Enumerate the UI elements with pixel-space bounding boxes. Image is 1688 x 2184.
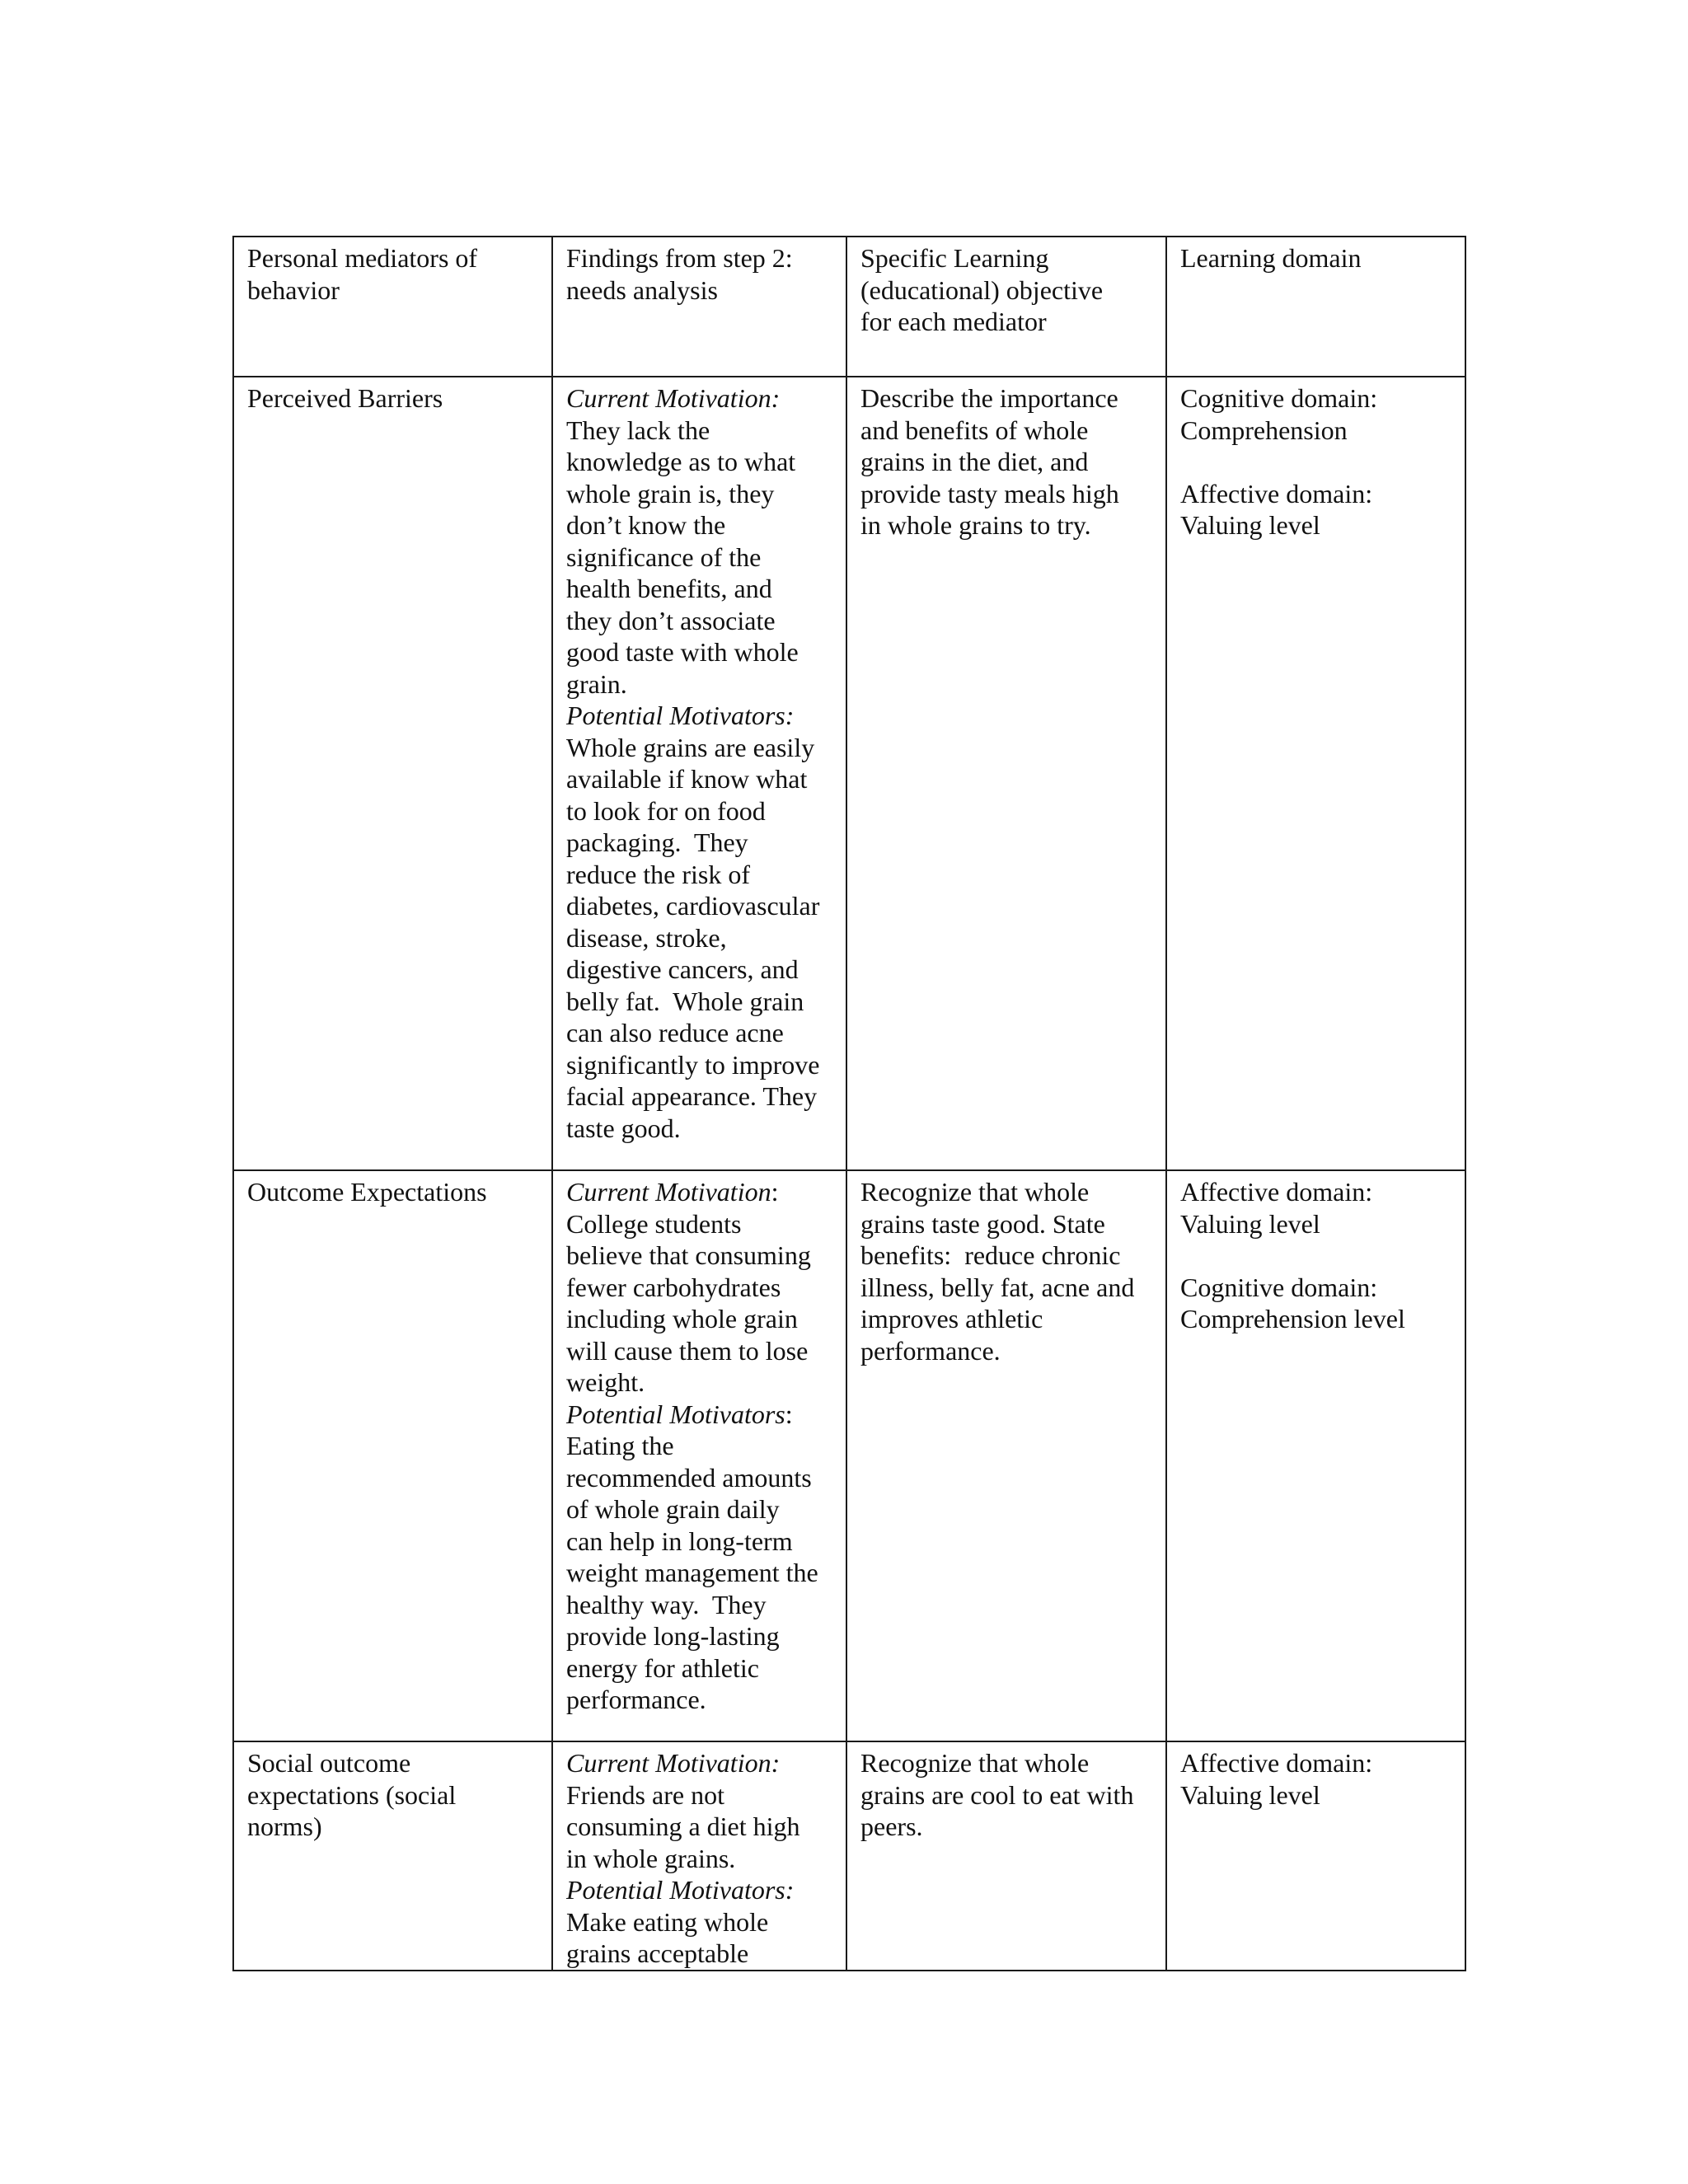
mediators-table [232, 236, 1466, 1971]
cell-domain: Affective domain: Valuing level Cognitive domain: Comprehension level [1166, 1170, 1465, 1741]
potential-motivators-label: Potential Motivators [566, 1399, 785, 1429]
current-motivation-label: Current Motivation [566, 1177, 771, 1207]
potential-motivators-label: Potential Motivators: [566, 701, 795, 730]
cell-findings: Current Motivation: College students believe that consuming fewer carbohydrates including whole grain will cause them to lose weight. Potential Motivators: Eating the recommended amounts of whole grain daily can help in long-term weight management the healthy way. They provide long-lasting energy for athletic performance. [552, 1170, 846, 1741]
header-domain: Learning domain [1166, 237, 1465, 377]
header-row [233, 237, 1465, 377]
cell-findings: Current Motivation: They lack the knowledge as to what whole grain is, they don’t know the significance of the health benefits, and they don’t associate good taste with whole grain. Potential Motivators: Whole grains are easily available if know what to look for on food packaging. They reduce the risk of diabetes, cardiovascular disease, stroke, digestive cancers, and belly fat. Whole grain can also reduce acne significantly to improve facial appearance. They taste good. [552, 377, 846, 1170]
current-motivation-label: Current Motivation: [566, 1748, 781, 1778]
cell-objective: Recognize that whole grains are cool to eat with peers. [846, 1741, 1166, 1971]
cell-mediator: Social outcome expectations (social norms) [233, 1741, 552, 1971]
table-row-social-outcome-expectations [233, 1741, 1465, 1971]
table-row-outcome-expectations [233, 1170, 1465, 1741]
cell-findings: Current Motivation: Friends are not consuming a diet high in whole grains. Potential Motivators: Make eating whole grains acceptable [552, 1741, 846, 1971]
current-motivation-label: Current Motivation: [566, 383, 781, 413]
cell-objective: Describe the importance and benefits of whole grains in the diet, and provide tasty meals high in whole grains to try. [846, 377, 1166, 1170]
potential-motivators-label: Potential Motivators: [566, 1875, 795, 1905]
cell-mediator: Perceived Barriers [233, 377, 552, 1170]
cell-domain: Cognitive domain: Comprehension Affective domain: Valuing level [1166, 377, 1465, 1170]
header-mediators: Personal mediators of behavior [233, 237, 552, 377]
cell-objective: Recognize that whole grains taste good. State benefits: reduce chronic illness, belly fat, acne and improves athletic performance. [846, 1170, 1166, 1741]
cell-domain: Affective domain: Valuing level [1166, 1741, 1465, 1971]
header-findings: Findings from step 2: needs analysis [552, 237, 846, 377]
header-objective: Specific Learning (educational) objective for each mediator [846, 237, 1166, 377]
table-row-perceived-barriers [233, 377, 1465, 1170]
cell-mediator: Outcome Expectations [233, 1170, 552, 1741]
